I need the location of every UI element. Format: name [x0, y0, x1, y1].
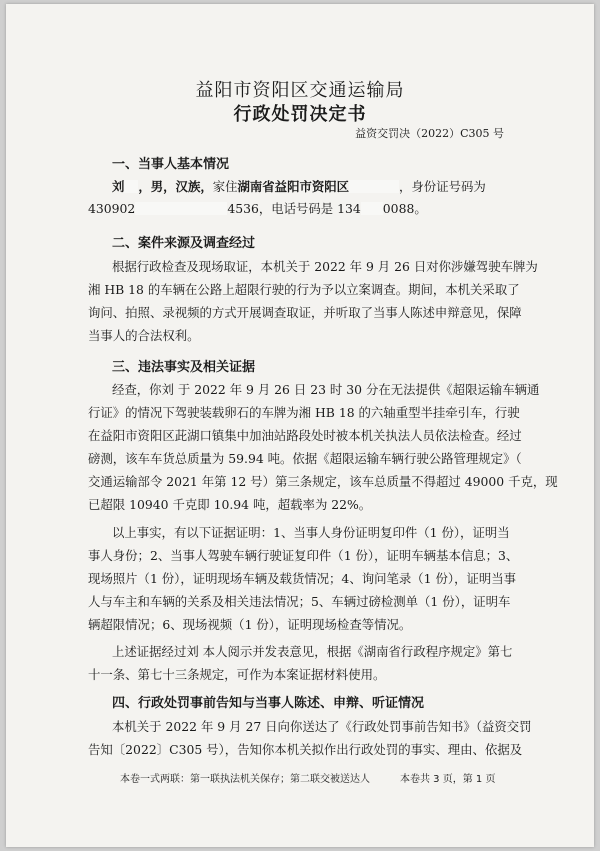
section-heading-case-source: 二、案件来源及调查经过	[112, 236, 256, 251]
paragraph-line: 以上事实，有以下证据证明：1、当事人身份证明复印件（1 份），证明当	[112, 525, 510, 540]
party-line-2: 430902 4536，电话号码是 134 0088。	[88, 201, 427, 216]
paragraph-line: 已超限 10940 千克即 10.94 吨，超载率为 22%。	[88, 497, 372, 512]
paragraph-line: 上述证据经过刘 本人阅示并发表意见，根据《湖南省行政程序规定》第七	[112, 644, 513, 659]
paragraph-line: 告知〔2022〕C305 号），告知你本机关拟作出行政处罚的事实、理由、依据及	[88, 742, 523, 757]
paragraph-line: 当事人的合法权利。	[88, 328, 200, 343]
footer-copies-note: 本卷一式两联：第一联执法机关保存；第二联交被送达人	[120, 774, 370, 785]
paragraph-line: 在益阳市资阳区茈湖口镇集中加油站路段处时被本机关执法人员依法检查。经过	[88, 428, 522, 443]
document-number: 益资交罚决（2022）C305 号	[355, 127, 504, 140]
agency-name: 益阳市资阳区交通运输局	[195, 80, 405, 101]
section-heading-notice: 四、行政处罚事前告知与当事人陈述、申辩、听证情况	[112, 696, 425, 711]
section-heading-party: 一、当事人基本情况	[112, 157, 230, 172]
paragraph-line: 现场照片（1 份），证明现场车辆及载货情况；4、询问笔录（1 份），证明当事	[88, 571, 517, 586]
paragraph-line: 询问、拍照、录视频的方式开展调查取证，并听取了当事人陈述申辩意见，保障	[88, 305, 522, 320]
footer-page-count: 本卷共 3 页，第 1 页	[400, 774, 496, 785]
document-title: 行政处罚决定书	[233, 104, 367, 125]
paragraph-line: 行证》的情况下驾驶装载卵石的车牌为湘 HB 18 的六轴重型半挂牵引车，行驶	[88, 405, 520, 420]
paragraph-line: 辆超限情况；6、现场视频（1 份），证明现场检查等情况。	[88, 617, 412, 632]
section-heading-facts: 三、违法事实及相关证据	[112, 360, 256, 375]
paragraph-line: 经查，你刘 于 2022 年 9 月 26 日 23 时 30 分在无法提供《超限运输车辆通	[112, 382, 540, 397]
paragraph-line: 事人身份；2、当事人驾驶车辆行驶证复印件（1 份），证明车辆基本信息；3、	[88, 548, 519, 563]
paragraph-line: 十一条、第七十三条规定，可作为本案证据材料使用。	[88, 667, 386, 682]
paragraph-line: 根据行政检查及现场取证，本机关于 2022 年 9 月 26 日对你涉嫌驾驶车牌为	[112, 259, 538, 274]
paragraph-line: 交通运输部令 2021 年第 12 号）第三条规定，该车总质量不得超过 49000 千克，现	[88, 474, 558, 489]
party-line-1: 刘 ，男，汉族，家住湖南省益阳市资阳区 ，身份证号码为	[112, 179, 486, 194]
paragraph-line: 人与车主和车辆的关系及相关违法情况；5、车辆过磅检测单（1 份），证明车	[88, 594, 511, 609]
paragraph-line: 本机关于 2022 年 9 月 27 日向你送达了《行政处罚事前告知书》（益资交罚	[112, 719, 532, 734]
paragraph-line: 磅测，该车车货总质量为 59.94 吨。依据《超限运输车辆行驶公路管理规定》（	[88, 451, 522, 466]
paragraph-line: 湘 HB 18 的车辆在公路上超限行驶的行为予以立案调查。期间，本机关采取了	[88, 282, 520, 297]
